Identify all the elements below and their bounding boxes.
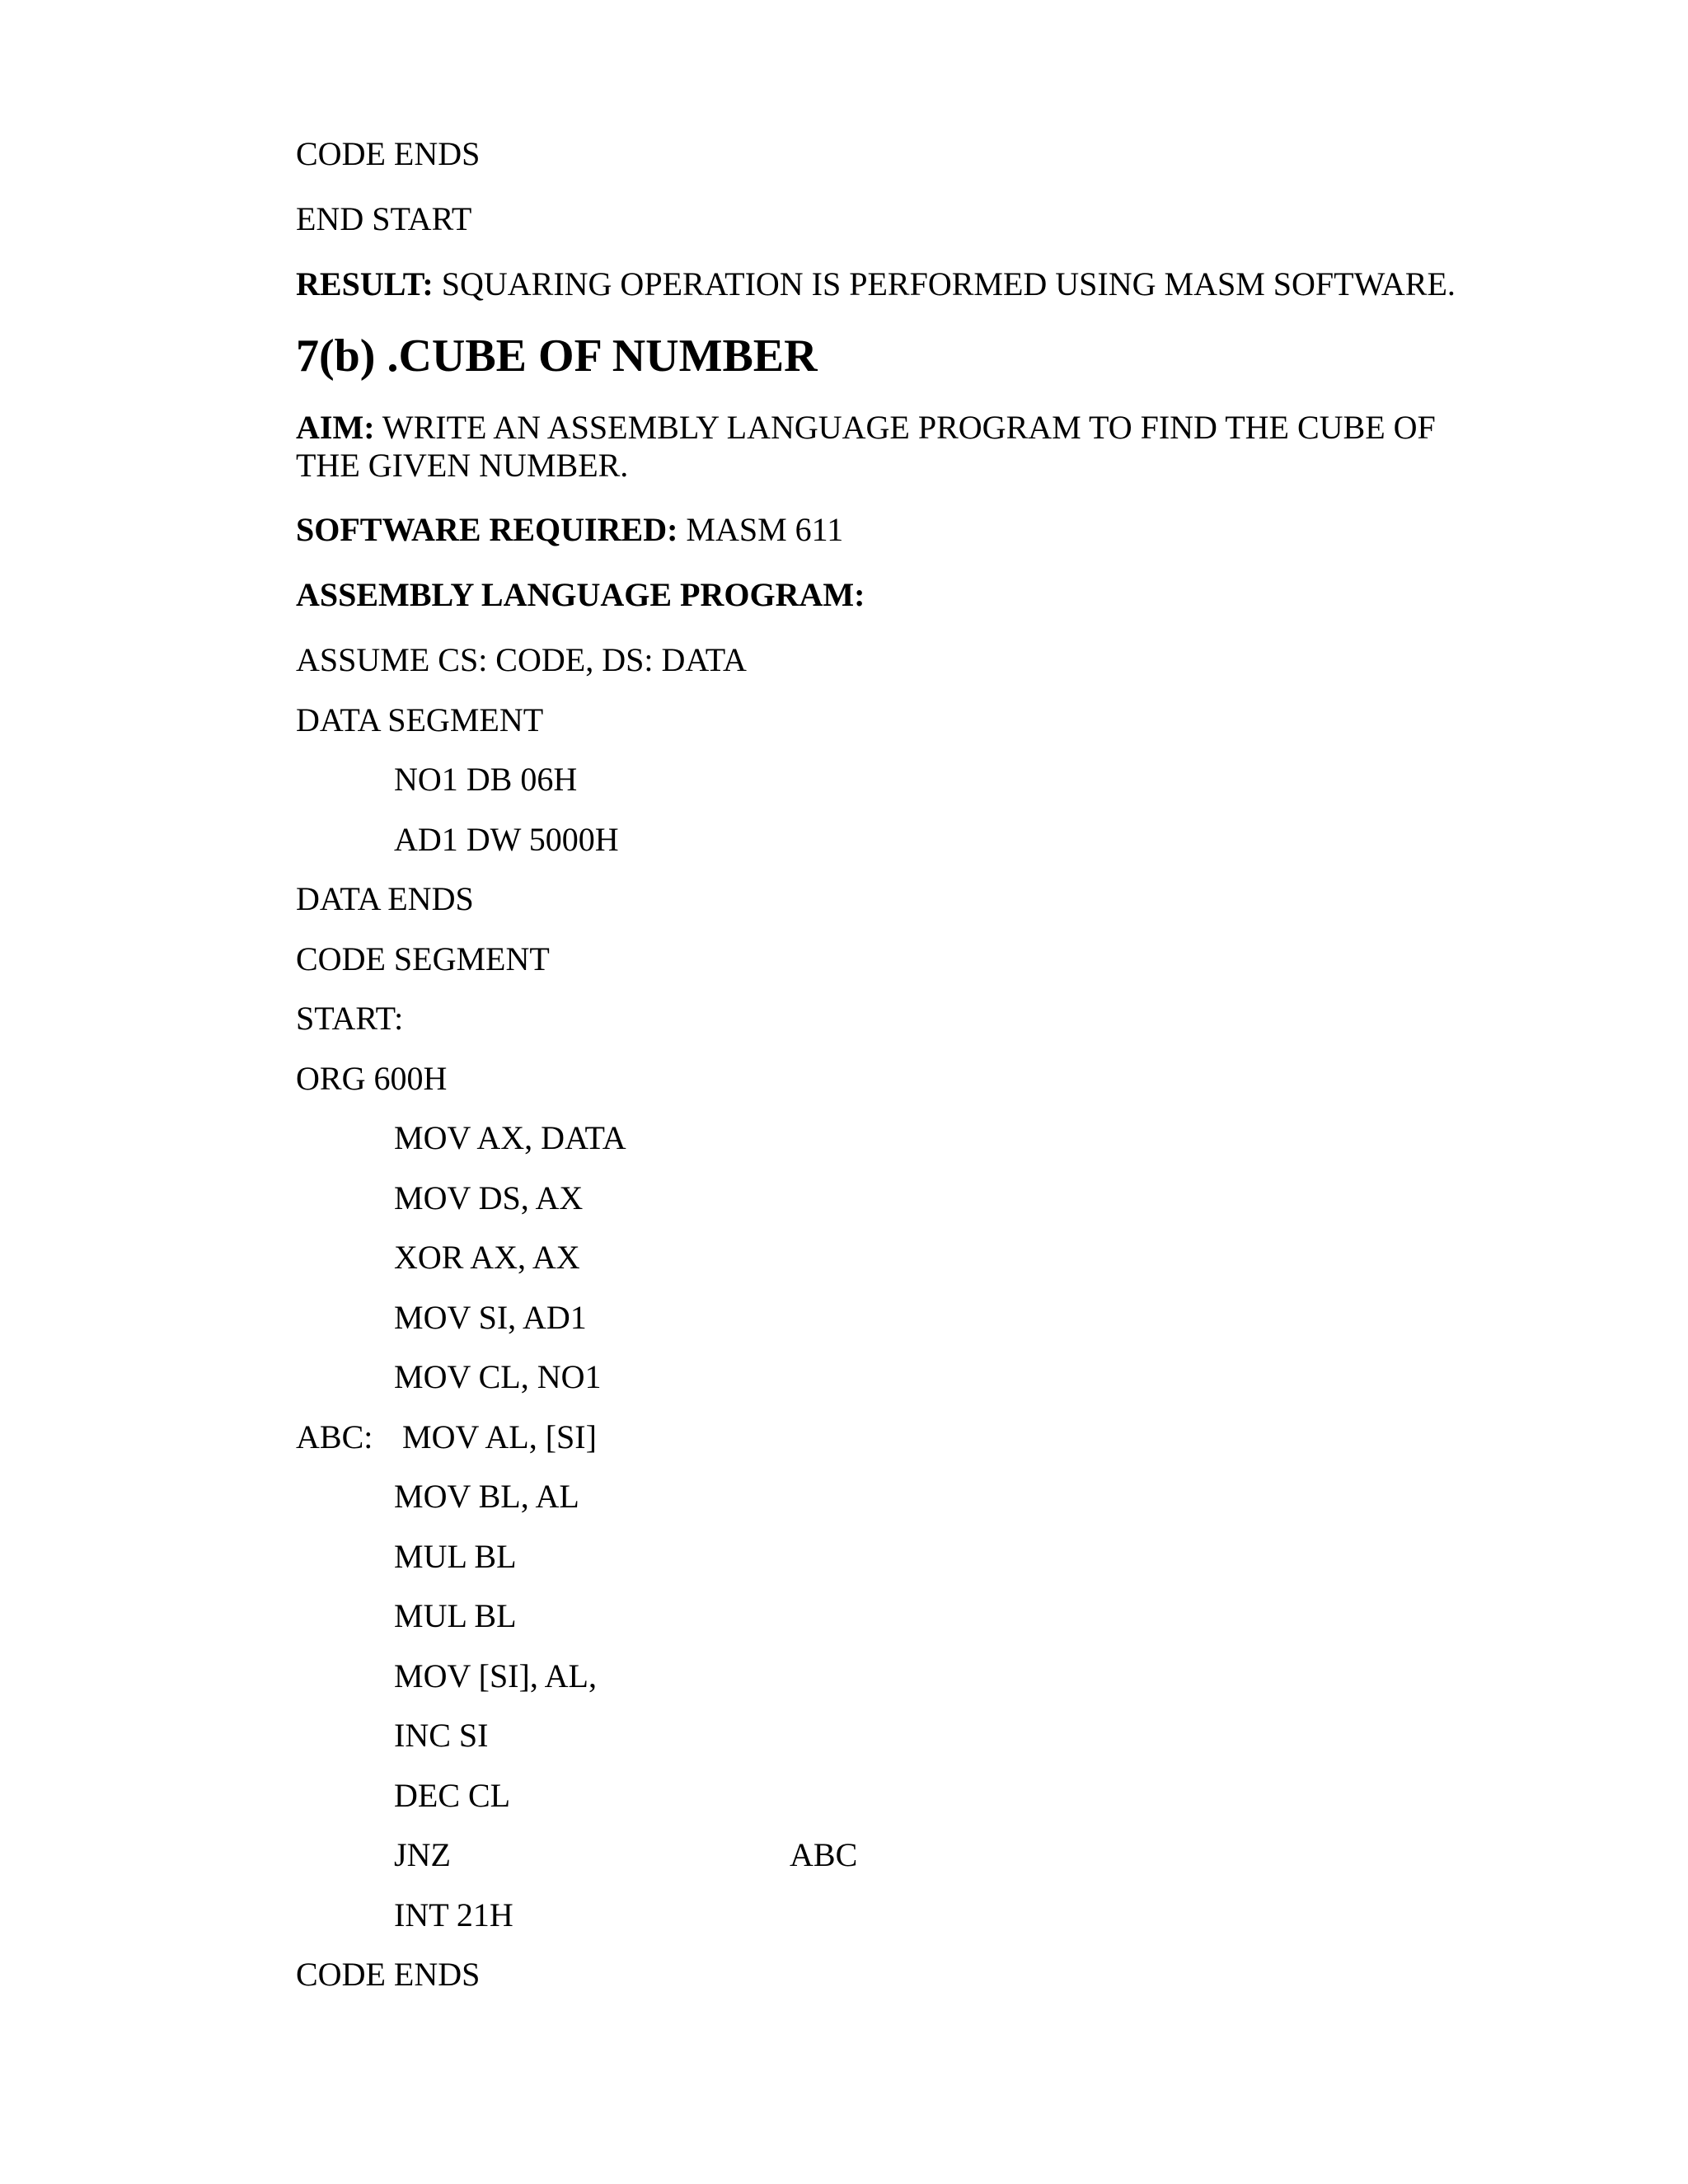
end-start-line: END START <box>296 200 472 237</box>
code-line-mov-si-ad1: MOV SI, AD1 <box>394 1299 587 1336</box>
code-line-inc-si: INC SI <box>394 1717 489 1754</box>
aim-label: AIM: <box>296 409 375 446</box>
software-text: MASM 611 <box>678 511 844 548</box>
section-heading: 7(b) .CUBE OF NUMBER <box>296 330 818 382</box>
code-line-org: ORG 600H <box>296 1060 448 1097</box>
code-line-mov-ax-data: MOV AX, DATA <box>394 1119 626 1156</box>
program-label: ASSEMBLY LANGUAGE PROGRAM: <box>296 576 865 613</box>
code-line-xor-ax-ax: XOR AX, AX <box>394 1239 580 1276</box>
code-line-assume: ASSUME CS: CODE, DS: DATA <box>296 641 747 678</box>
aim-text: WRITE AN ASSEMBLY LANGUAGE PROGRAM TO FIND THE CUBE OF THE GIVEN NUMBER. <box>296 409 1436 484</box>
aim-paragraph <box>296 409 1450 485</box>
code-line-dec-cl: DEC CL <box>394 1777 511 1814</box>
result-label: RESULT: <box>296 265 434 302</box>
code-line-ad1: AD1 DW 5000H <box>394 821 619 858</box>
abc-instruction: MOV AL, [SI] <box>402 1418 597 1455</box>
code-line-data-segment: DATA SEGMENT <box>296 701 544 738</box>
code-line-mov-si-al: MOV [SI], AL, <box>394 1657 597 1694</box>
code-line-data-ends: DATA ENDS <box>296 880 474 917</box>
code-line-mov-ds-ax: MOV DS, AX <box>394 1179 584 1216</box>
result-line <box>296 265 1456 303</box>
code-line-mul-bl-2: MUL BL <box>394 1597 517 1634</box>
software-line <box>296 511 843 549</box>
code-line-mov-bl-al: MOV BL, AL <box>394 1478 579 1515</box>
code-line-no1: NO1 DB 06H <box>394 761 578 798</box>
code-line-int-21h: INT 21H <box>394 1896 513 1933</box>
jnz-target: ABC <box>790 1836 858 1873</box>
code-line-mov-cl-no1: MOV CL, NO1 <box>394 1358 602 1395</box>
code-line-code-segment: CODE SEGMENT <box>296 940 550 977</box>
code-line-mul-bl-1: MUL BL <box>394 1538 517 1575</box>
software-label: SOFTWARE REQUIRED: <box>296 511 678 548</box>
result-text: SQUARING OPERATION IS PERFORMED USING MASM SOFTWARE. <box>433 265 1456 302</box>
abc-label: ABC: <box>296 1418 373 1455</box>
code-ends-line: CODE ENDS <box>296 135 481 172</box>
jnz-instruction: JNZ <box>394 1836 451 1873</box>
code-line-code-ends: CODE ENDS <box>296 1956 481 1993</box>
code-line-start: START: <box>296 1000 404 1037</box>
